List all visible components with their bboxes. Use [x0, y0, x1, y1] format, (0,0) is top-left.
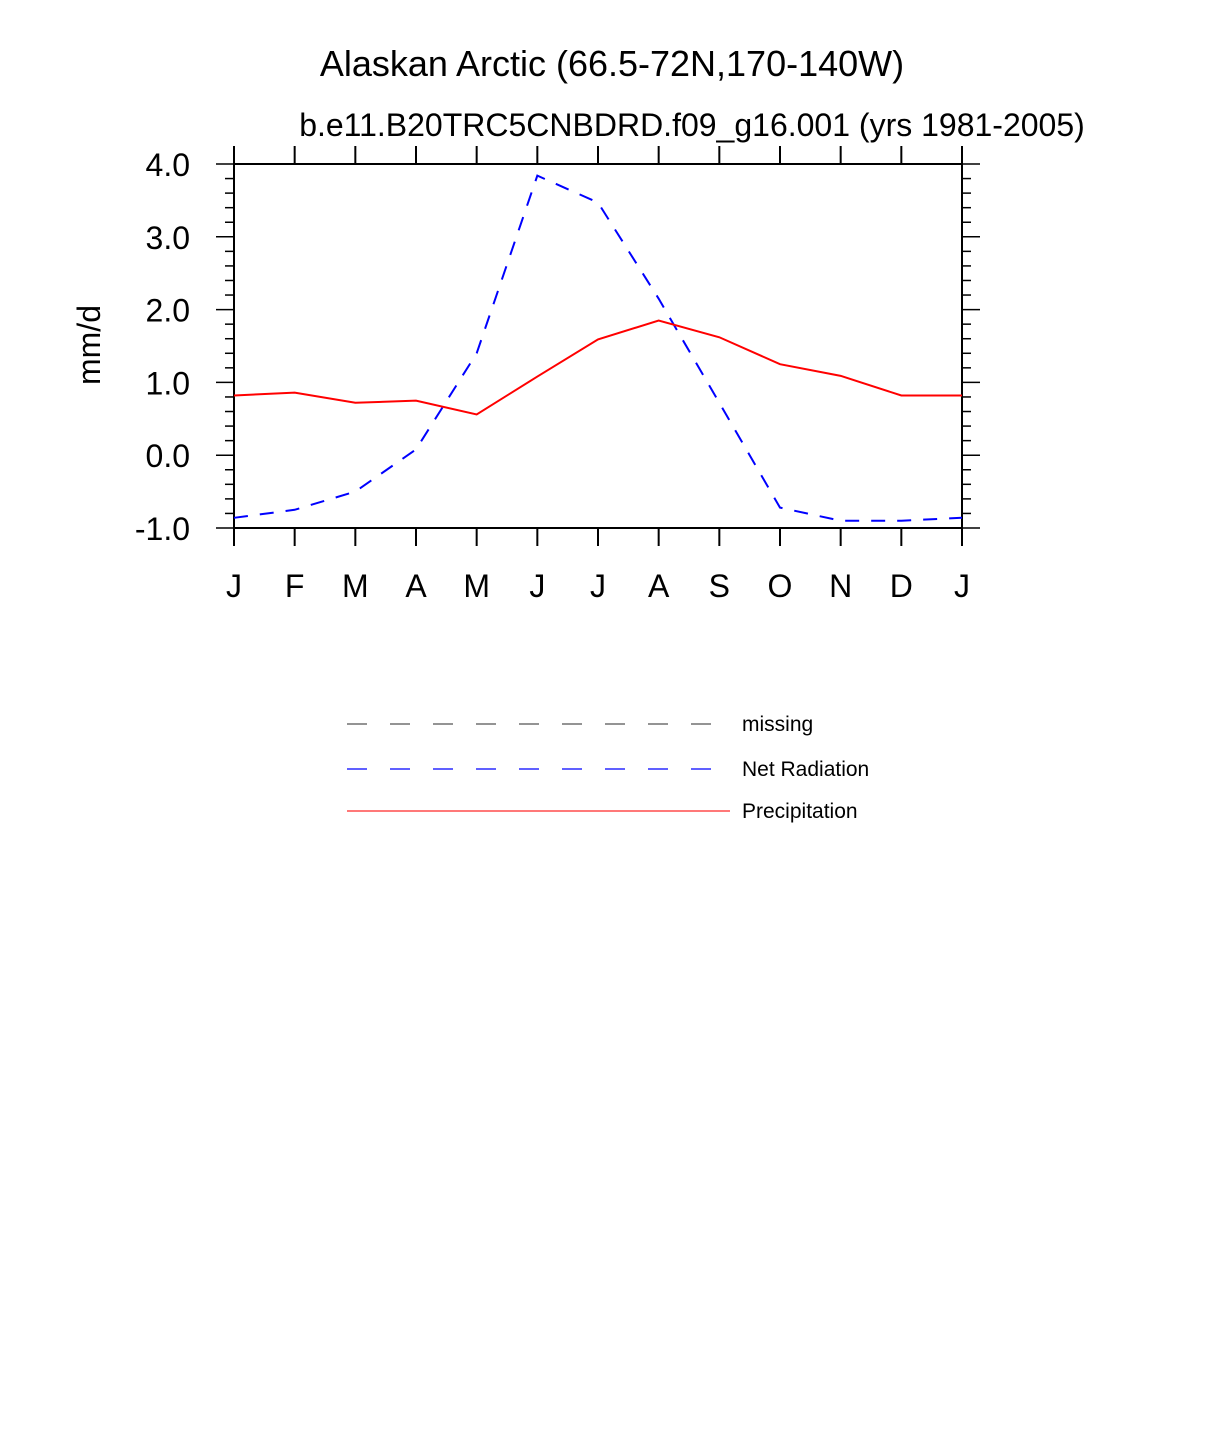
plot-frame — [234, 164, 962, 528]
legend-label: Precipitation — [742, 800, 858, 823]
chart-title: Alaskan Arctic (66.5-72N,170-140W) — [319, 43, 905, 84]
x-tick-label: J — [529, 568, 546, 604]
y-tick-label: 3.0 — [145, 219, 190, 256]
y-tick-label: 1.0 — [145, 365, 190, 402]
y-axis-label: mm/d — [71, 305, 107, 385]
x-tick-label: A — [647, 568, 670, 604]
y-tick-label: 4.0 — [145, 147, 190, 183]
x-tick-label: N — [829, 568, 853, 604]
series-line-net-radiation — [234, 176, 962, 521]
legend-label: missing — [742, 713, 814, 736]
legend — [347, 713, 869, 823]
x-tick-label: O — [767, 568, 793, 604]
x-tick-label: D — [889, 568, 913, 604]
x-tick-label: S — [708, 568, 731, 604]
x-axis-ticks — [226, 146, 970, 604]
x-tick-label: J — [590, 568, 606, 604]
chart-subtitle: b.e11.B20TRC5CNBDRD.f09_g16.001 (yrs 1981-2005) — [299, 107, 1085, 143]
legend-label: Net Radiation — [742, 758, 870, 781]
y-tick-label: 2.0 — [145, 292, 190, 329]
y-axis-ticks — [135, 147, 980, 547]
series-lines — [234, 176, 962, 521]
series-line-precipitation — [234, 321, 962, 415]
x-tick-label: J — [954, 568, 970, 604]
x-tick-label: F — [284, 568, 305, 604]
x-tick-label: M — [342, 568, 369, 604]
x-tick-label: M — [463, 568, 490, 604]
y-tick-label: -1.0 — [134, 511, 190, 547]
x-tick-label: A — [405, 568, 427, 604]
x-tick-label: J — [226, 568, 242, 604]
y-tick-label: 0.0 — [145, 438, 190, 475]
